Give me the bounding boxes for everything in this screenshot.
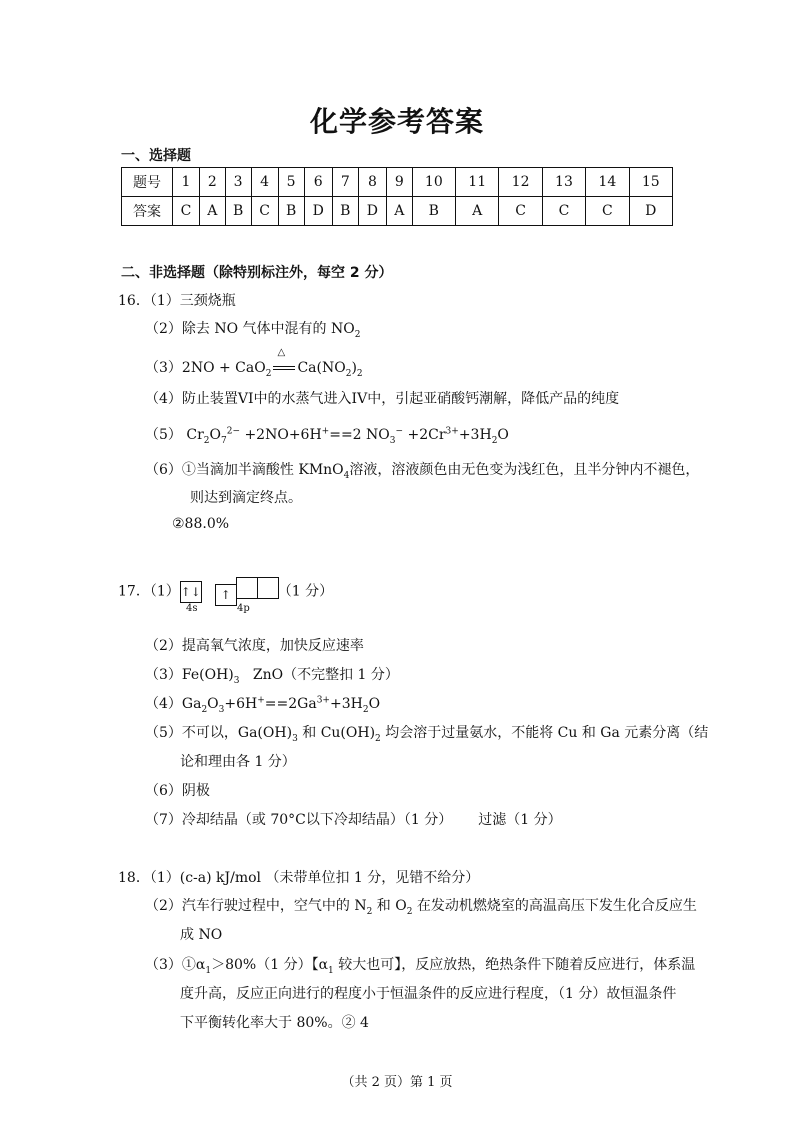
table-cell: A: [199, 197, 225, 226]
table-cell: 15: [629, 168, 672, 197]
table-cell: 6: [304, 168, 332, 197]
question-16-p4: （4）防止装置VI中的水蒸气进入IV中，引起亚硝酸钙潮解，降低产品的纯度: [145, 391, 620, 407]
table-cell: A: [387, 197, 413, 226]
table-cell: C: [173, 197, 200, 226]
table-cell: 9: [387, 168, 413, 197]
question-17-p1: 17．（1）↑↓ ↑ （1 分）: [118, 577, 333, 606]
table-cell: C: [586, 197, 629, 226]
answer-table: [121, 167, 673, 226]
question-18-p1: 18．（1）(c-a) kJ/mol （未带单位扣 1 分，见错不给分）: [118, 870, 480, 886]
table-cell: C: [542, 197, 585, 226]
page-title: 化学参考答案: [309, 105, 484, 138]
question-18-p2: （2）汽车行驶过程中，空气中的 $N_2$ 和 $O_2$ 在发动机燃烧室的高温高压下发生化合反应生: [145, 898, 697, 917]
question-17-p5: （5）不可以，$Ga(OH)_3$ 和 $Cu(OH)_2$ 均会溶于过量氨水，不能将 Cu 和 Ga 元素分离（结: [145, 725, 709, 744]
table-cell: B: [412, 197, 455, 226]
question-16-p6: （6）①当滴加半滴酸性 KMnO$_4$溶液，溶液颜色由无色变为浅红色，且半分钟内不褪色，: [145, 462, 700, 481]
question-18-p3: $(3)①\alpha_1>80\%(1$ 分）【$\alpha_1$ 较大也可】，反应放热，绝热条件下随着反应进行，体系温: [145, 957, 696, 976]
question-16-p1: 16．（1）三颈烧瓶: [118, 293, 236, 309]
section-heading-free-response: 二、非选择题（除特别标注外，每空 2 分）: [121, 265, 393, 281]
orbital-label-4p: 4p: [237, 603, 250, 614]
table-row-answers: [122, 197, 673, 226]
question-number: 16．: [118, 293, 150, 309]
question-17-p3: $(3)Fe(OH)_3$ ZnO（不完整扣 1 分）: [145, 667, 399, 686]
heat-condition-symbol: △: [271, 360, 297, 376]
table-header-answer: 答案: [122, 197, 173, 226]
question-16-p5: （5） $Cr_2O_7^{2-} +2NO+6H^+==2$ $NO_3^- +2Cr^{3+}+3H_2O$: [145, 426, 509, 446]
table-cell: 2: [199, 168, 225, 197]
table-cell: B: [278, 197, 304, 226]
table-cell: 4: [251, 168, 278, 197]
table-cell: 14: [586, 168, 629, 197]
question-number: 18．: [118, 870, 150, 886]
orbital-label-4s: 4s: [186, 603, 198, 614]
question-16-p6-cont: 则达到滴定终点。: [190, 490, 302, 506]
table-cell: 5: [278, 168, 304, 197]
table-cell: B: [225, 197, 251, 226]
table-cell: 7: [332, 168, 358, 197]
orbital-4p: ↑: [215, 577, 278, 606]
question-18-p2-cont: 成 NO: [180, 927, 223, 943]
question-17-p7: （7）冷却结晶（或 70°C以下冷却结晶）（1 分） 过滤（1 分）: [145, 812, 562, 828]
table-cell: 13: [542, 168, 585, 197]
table-header-number: 题号: [122, 168, 173, 197]
table-cell: D: [304, 197, 332, 226]
table-cell: C: [251, 197, 278, 226]
question-number: 17．: [118, 583, 150, 600]
orbital-4s: ↑↓: [180, 581, 201, 603]
table-cell: 8: [358, 168, 386, 197]
table-cell: D: [629, 197, 672, 226]
page-footer: （共 2 页）第 1 页: [341, 1075, 453, 1090]
question-17-p2: （2）提高氧气浓度，加快反应速率: [145, 638, 364, 654]
table-cell: 3: [225, 168, 251, 197]
section-heading-choice: 一、选择题: [121, 148, 191, 164]
question-17-p6: （6）阴极: [145, 783, 210, 799]
table-cell: 1: [173, 168, 200, 197]
question-18-p3-cont2: 下平衡转化率大于 80%。② 4: [180, 1015, 369, 1031]
table-cell: D: [358, 197, 386, 226]
question-16-p2: （2）除去 NO 气体中混有的 $NO_2$: [145, 321, 361, 340]
table-cell: C: [499, 197, 542, 226]
table-row-numbers: [122, 168, 673, 197]
table-cell: A: [456, 197, 499, 226]
question-16-p6-result: ②88.0%: [172, 516, 230, 532]
question-16-p3: （3）2NO + CaO$_2$ △ $Ca(NO_2)_2$: [145, 347, 363, 379]
table-cell: 12: [499, 168, 542, 197]
table-cell: 10: [412, 168, 455, 197]
question-17-p5-cont: 论和理由各 1 分）: [180, 754, 296, 770]
question-18-p3-cont1: 度升高，反应正向进行的程度小于恒温条件的反应进行程度，（1 分）故恒温条件: [180, 986, 677, 1002]
question-17-p4: $(4)Ga_2O_3+6H^+==2Ga^{3+}+3H_2O$: [145, 695, 381, 715]
table-cell: 11: [456, 168, 499, 197]
table-cell: B: [332, 197, 358, 226]
